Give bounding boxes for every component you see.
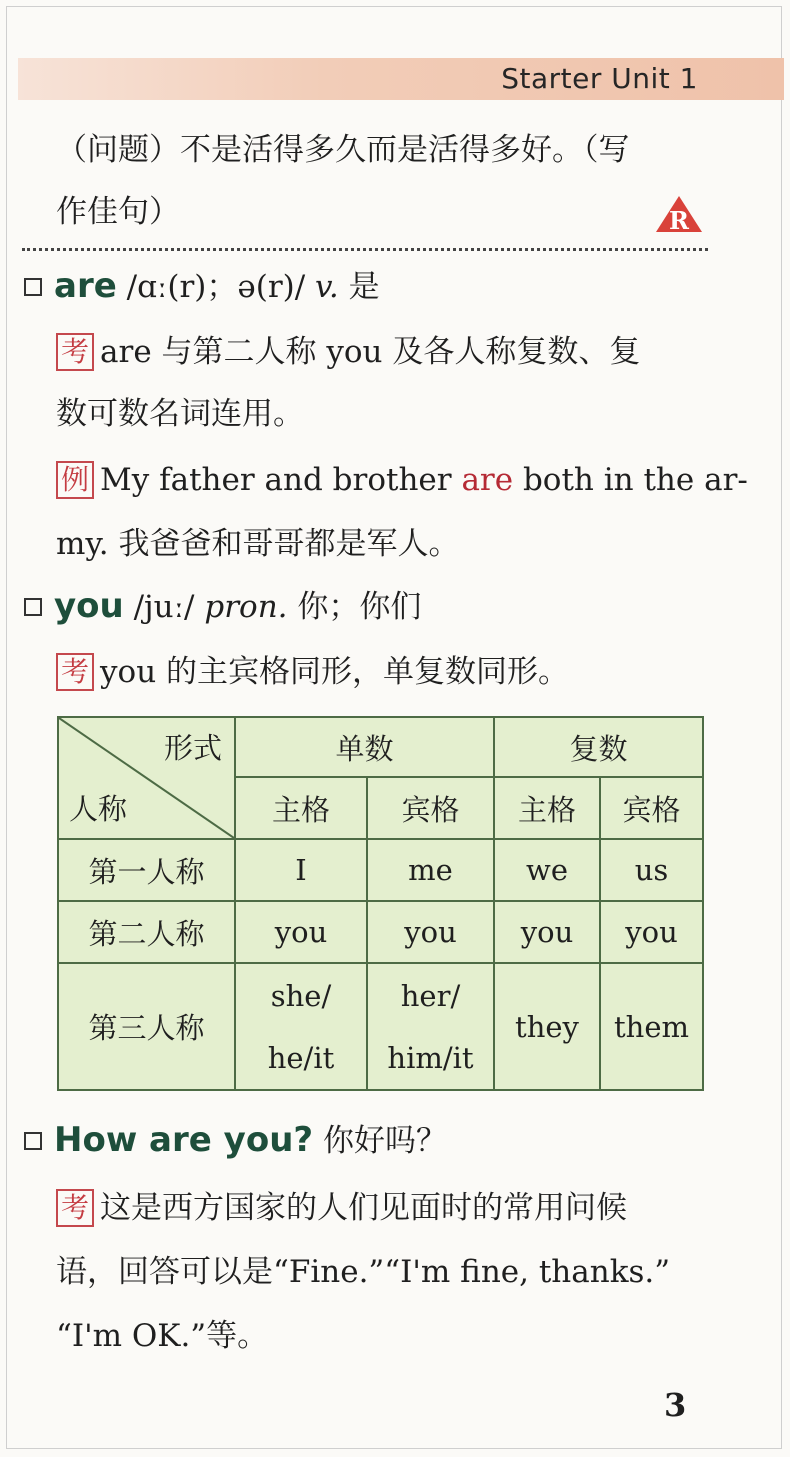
meaning-you: 你；你们 <box>297 589 422 625</box>
row-label: 第一人称 <box>58 839 235 901</box>
are-kao-text: are 与第二人称 you 及各人称复数、复 <box>100 334 641 370</box>
are-example-highlight: are <box>461 462 514 498</box>
entry-checkbox-are[interactable] <box>24 278 42 296</box>
cell: they <box>494 963 600 1090</box>
li-tag: 例 <box>56 461 94 499</box>
are-kao-line-2: 数可数名词连用。 <box>56 396 304 432</box>
are-example-line-1 <box>56 460 748 501</box>
phonetic-are: /ɑː(r)；ə(r)/ <box>126 269 306 305</box>
how-kao-text: 这是西方国家的人们见面时的常用问候 <box>100 1190 628 1226</box>
are-kao-line-1 <box>56 332 640 373</box>
entry-head-how-are-you <box>54 1120 447 1161</box>
table-row <box>58 839 703 901</box>
section-divider <box>22 248 708 251</box>
pos-you: pron. <box>204 589 288 625</box>
cell: I <box>235 839 367 901</box>
corner-bottom-label: 人称 <box>69 792 128 826</box>
header-object: 宾格 <box>367 777 494 839</box>
pos-are: v. <box>315 269 339 305</box>
cell-line: he/it <box>267 1040 335 1075</box>
how-kao-line-1 <box>56 1188 627 1229</box>
you-kao-text: you 的主宾格同形，单复数同形。 <box>100 654 570 690</box>
are-example-line-2: my. 我爸爸和哥哥都是军人。 <box>56 526 460 562</box>
kao-tag: 考 <box>56 1189 94 1227</box>
header-singular: 单数 <box>235 717 494 777</box>
meaning-how-are-you: 你好吗？ <box>322 1123 447 1159</box>
are-example-before: My father and brother <box>100 462 462 498</box>
how-kao-line-3: “I'm OK.”等。 <box>56 1318 269 1354</box>
cell: them <box>600 963 703 1090</box>
phonetic-you: /juː/ <box>133 589 195 625</box>
cell: we <box>494 839 600 901</box>
cell: you <box>367 901 494 963</box>
pronoun-table <box>57 716 704 1091</box>
cell: us <box>600 839 703 901</box>
corner-top-label: 形式 <box>163 731 222 765</box>
row-label: 第三人称 <box>58 963 235 1090</box>
entry-checkbox-you[interactable] <box>24 598 42 616</box>
entry-head-are <box>54 266 380 307</box>
how-kao-line-2: 语，回答可以是“Fine.”“I'm fine, thanks.” <box>56 1254 671 1290</box>
header-subject: 主格 <box>235 777 367 839</box>
r-badge-letter: R <box>669 206 689 234</box>
table-row <box>58 963 703 1090</box>
headword-are: are <box>54 266 117 306</box>
header-object-plural: 宾格 <box>600 777 703 839</box>
table-corner-cell <box>58 717 235 839</box>
are-example-after: both in the ar- <box>513 462 748 498</box>
row-label: 第二人称 <box>58 901 235 963</box>
meaning-are: 是 <box>348 269 380 305</box>
entry-head-you <box>54 586 421 627</box>
intro-line-1: （问题）不是活得多久而是活得多好。（写 <box>56 132 630 168</box>
cell-line: him/it <box>387 1040 474 1075</box>
entry-checkbox-how-are-you[interactable] <box>24 1132 42 1150</box>
cell: you <box>235 901 367 963</box>
cell: you <box>494 901 600 963</box>
headword-you: you <box>54 586 124 626</box>
table-row <box>58 901 703 963</box>
cell: you <box>600 901 703 963</box>
r-badge-icon <box>654 194 704 234</box>
header-subject-plural: 主格 <box>494 777 600 839</box>
cell-line: she/ <box>270 978 332 1013</box>
kao-tag: 考 <box>56 333 94 371</box>
header-plural: 复数 <box>494 717 703 777</box>
intro-line-2: 作佳句） <box>56 194 180 230</box>
cell: me <box>367 839 494 901</box>
unit-title: Starter Unit 1 <box>501 62 698 95</box>
headword-how-are-you: How are you? <box>54 1120 314 1160</box>
you-kao-line-1 <box>56 652 569 693</box>
page-number: 3 <box>664 1386 687 1424</box>
cell-line: her/ <box>400 978 461 1013</box>
cell <box>235 963 367 1090</box>
kao-tag: 考 <box>56 653 94 691</box>
cell <box>367 963 494 1090</box>
